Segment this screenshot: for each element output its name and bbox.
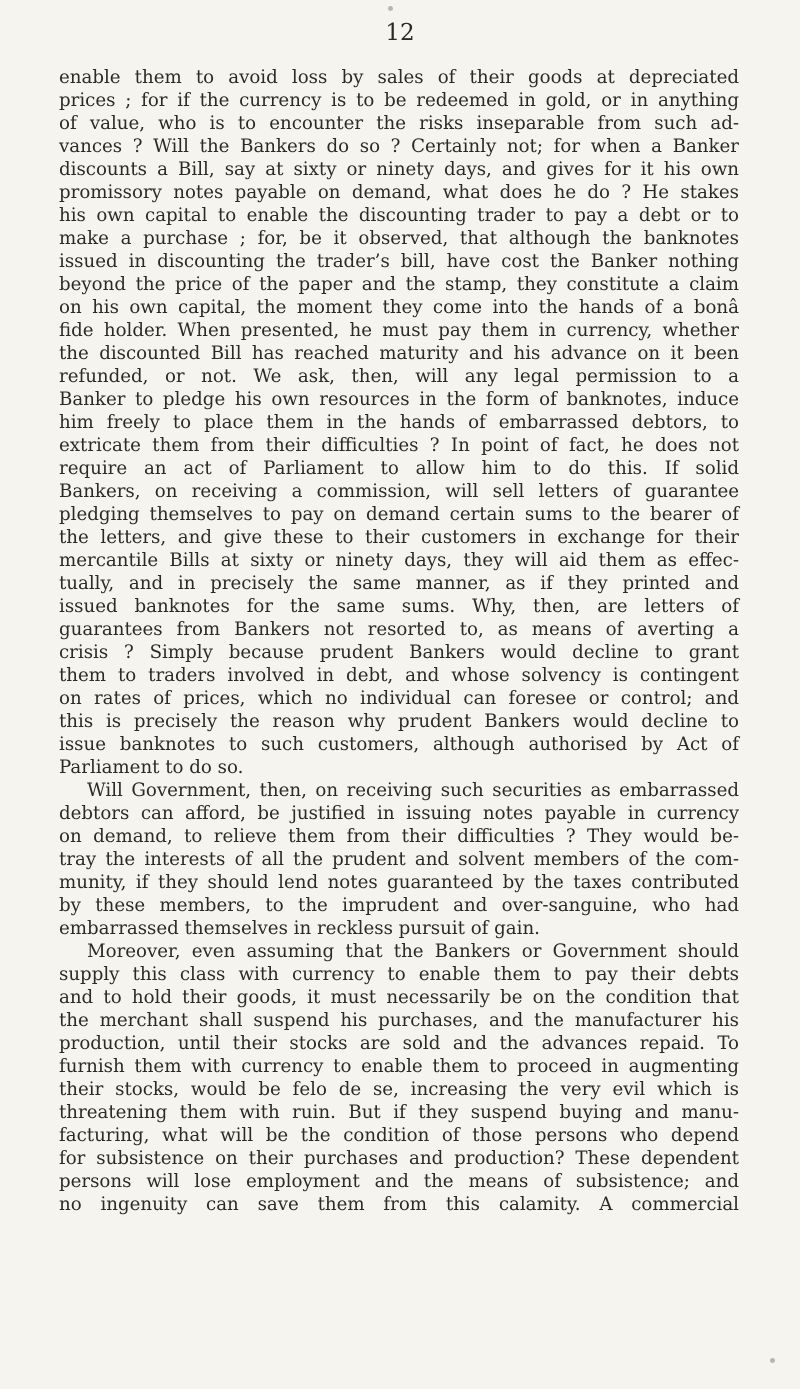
text-line: facturing, what will be the condition of those persons who depend (59, 1125, 739, 1146)
text-line: Moreover, even assuming that the Bankers or Government should (87, 941, 739, 962)
text-line: beyond the price of the paper and the stamp, they constitute a claim (59, 274, 739, 295)
text-line: tray the interests of all the prudent and solvent members of the com- (59, 849, 739, 870)
text-line: supply this class with currency to enable them to pay their debts (59, 964, 739, 985)
text-line: tually, and in precisely the same manner, as if they printed and (59, 573, 739, 594)
text-line: on rates of prices, which no individual can foresee or control; and (59, 688, 739, 709)
text-line: this is precisely the reason why prudent Bankers would decline to (59, 711, 739, 732)
text-line: and to hold their goods, it must necessarily be on the condition that (59, 987, 739, 1008)
text-line: make a purchase ; for, be it observed, that although the banknotes (59, 228, 739, 249)
text-line: pledging themselves to pay on demand certain sums to the bearer of (59, 504, 739, 525)
text-line: enable them to avoid loss by sales of their goods at depreciated (59, 67, 739, 88)
text-line: crisis ? Simply because prudent Bankers would decline to grant (59, 642, 739, 663)
text-line: issue banknotes to such customers, although authorised by Act of (59, 734, 739, 755)
text-line: them to traders involved in debt, and whose solvency is contingent (59, 665, 739, 686)
text-line: the merchant shall suspend his purchases, and the manufacturer his (59, 1010, 739, 1031)
text-line: persons will lose employment and the means of subsistence; and (59, 1171, 739, 1192)
text-line: by these members, to the imprudent and over-sanguine, who had (59, 895, 739, 916)
text-line: munity, if they should lend notes guaranteed by the taxes contributed (59, 872, 739, 893)
top-margin-dot (388, 6, 393, 11)
text-line: mercantile Bills at sixty or ninety days, they will aid them as effec- (59, 550, 739, 571)
text-line: for subsistence on their purchases and production? These dependent (59, 1148, 739, 1169)
text-line: his own capital to enable the discounting trader to pay a debt or to (59, 205, 739, 226)
text-line: no ingenuity can save them from this calamity. A commercial (59, 1194, 739, 1215)
text-line: their stocks, would be felo de se, increasing the very evil which is (59, 1079, 739, 1100)
body-text (59, 66, 739, 1216)
text-line: production, until their stocks are sold and the advances repaid. To (59, 1033, 739, 1054)
text-line: of value, who is to encounter the risks inseparable from such ad- (59, 113, 739, 134)
text-line: prices ; for if the currency is to be redeemed in gold, or in anything (59, 90, 739, 111)
text-line: the letters, and give these to their customers in exchange for their (59, 527, 739, 548)
text-line: on demand, to relieve them from their difficulties ? They would be- (59, 826, 739, 847)
text-line: refunded, or not. We ask, then, will any legal permission to a (59, 366, 739, 387)
text-line: the discounted Bill has reached maturity and his advance on it been (59, 343, 739, 364)
text-line: threatening them with ruin. But if they suspend buying and manu- (59, 1102, 739, 1123)
text-line: him freely to place them in the hands of embarrassed debtors, to (59, 412, 739, 433)
bottom-margin-dot (770, 1358, 775, 1363)
text-line: issued banknotes for the same sums. Why, then, are letters of (59, 596, 739, 617)
text-line: fide holder. When presented, he must pay them in currency, whether (59, 320, 739, 341)
text-line: require an act of Parliament to allow him to do this. If solid (59, 458, 739, 479)
text-line: Banker to pledge his own resources in the form of banknotes, induce (59, 389, 739, 410)
text-line: on his own capital, the moment they come into the hands of a bonâ (59, 297, 739, 318)
text-line: issued in discounting the trader’s bill, have cost the Banker nothing (59, 251, 739, 272)
text-line: Parliament to do so. (59, 757, 244, 778)
page-number: 12 (385, 20, 415, 46)
text-line: Will Government, then, on receiving such securities as embarrassed (87, 780, 739, 801)
text-line: extricate them from their difficulties ? In point of fact, he does not (59, 435, 739, 456)
text-line: Bankers, on receiving a commission, will sell letters of guarantee (59, 481, 739, 502)
text-line: debtors can afford, be justified in issuing notes payable in currency (59, 803, 739, 824)
text-line: guarantees from Bankers not resorted to, as means of averting a (59, 619, 739, 640)
text-line: discounts a Bill, say at sixty or ninety days, and gives for it his own (59, 159, 739, 180)
text-line: embarrassed themselves in reckless pursuit of gain. (59, 918, 540, 939)
text-line: promissory notes payable on demand, what does he do ? He stakes (59, 182, 739, 203)
text-line: vances ? Will the Bankers do so ? Certainly not; for when a Banker (59, 136, 739, 157)
text-line: furnish them with currency to enable them to proceed in augmenting (59, 1056, 739, 1077)
